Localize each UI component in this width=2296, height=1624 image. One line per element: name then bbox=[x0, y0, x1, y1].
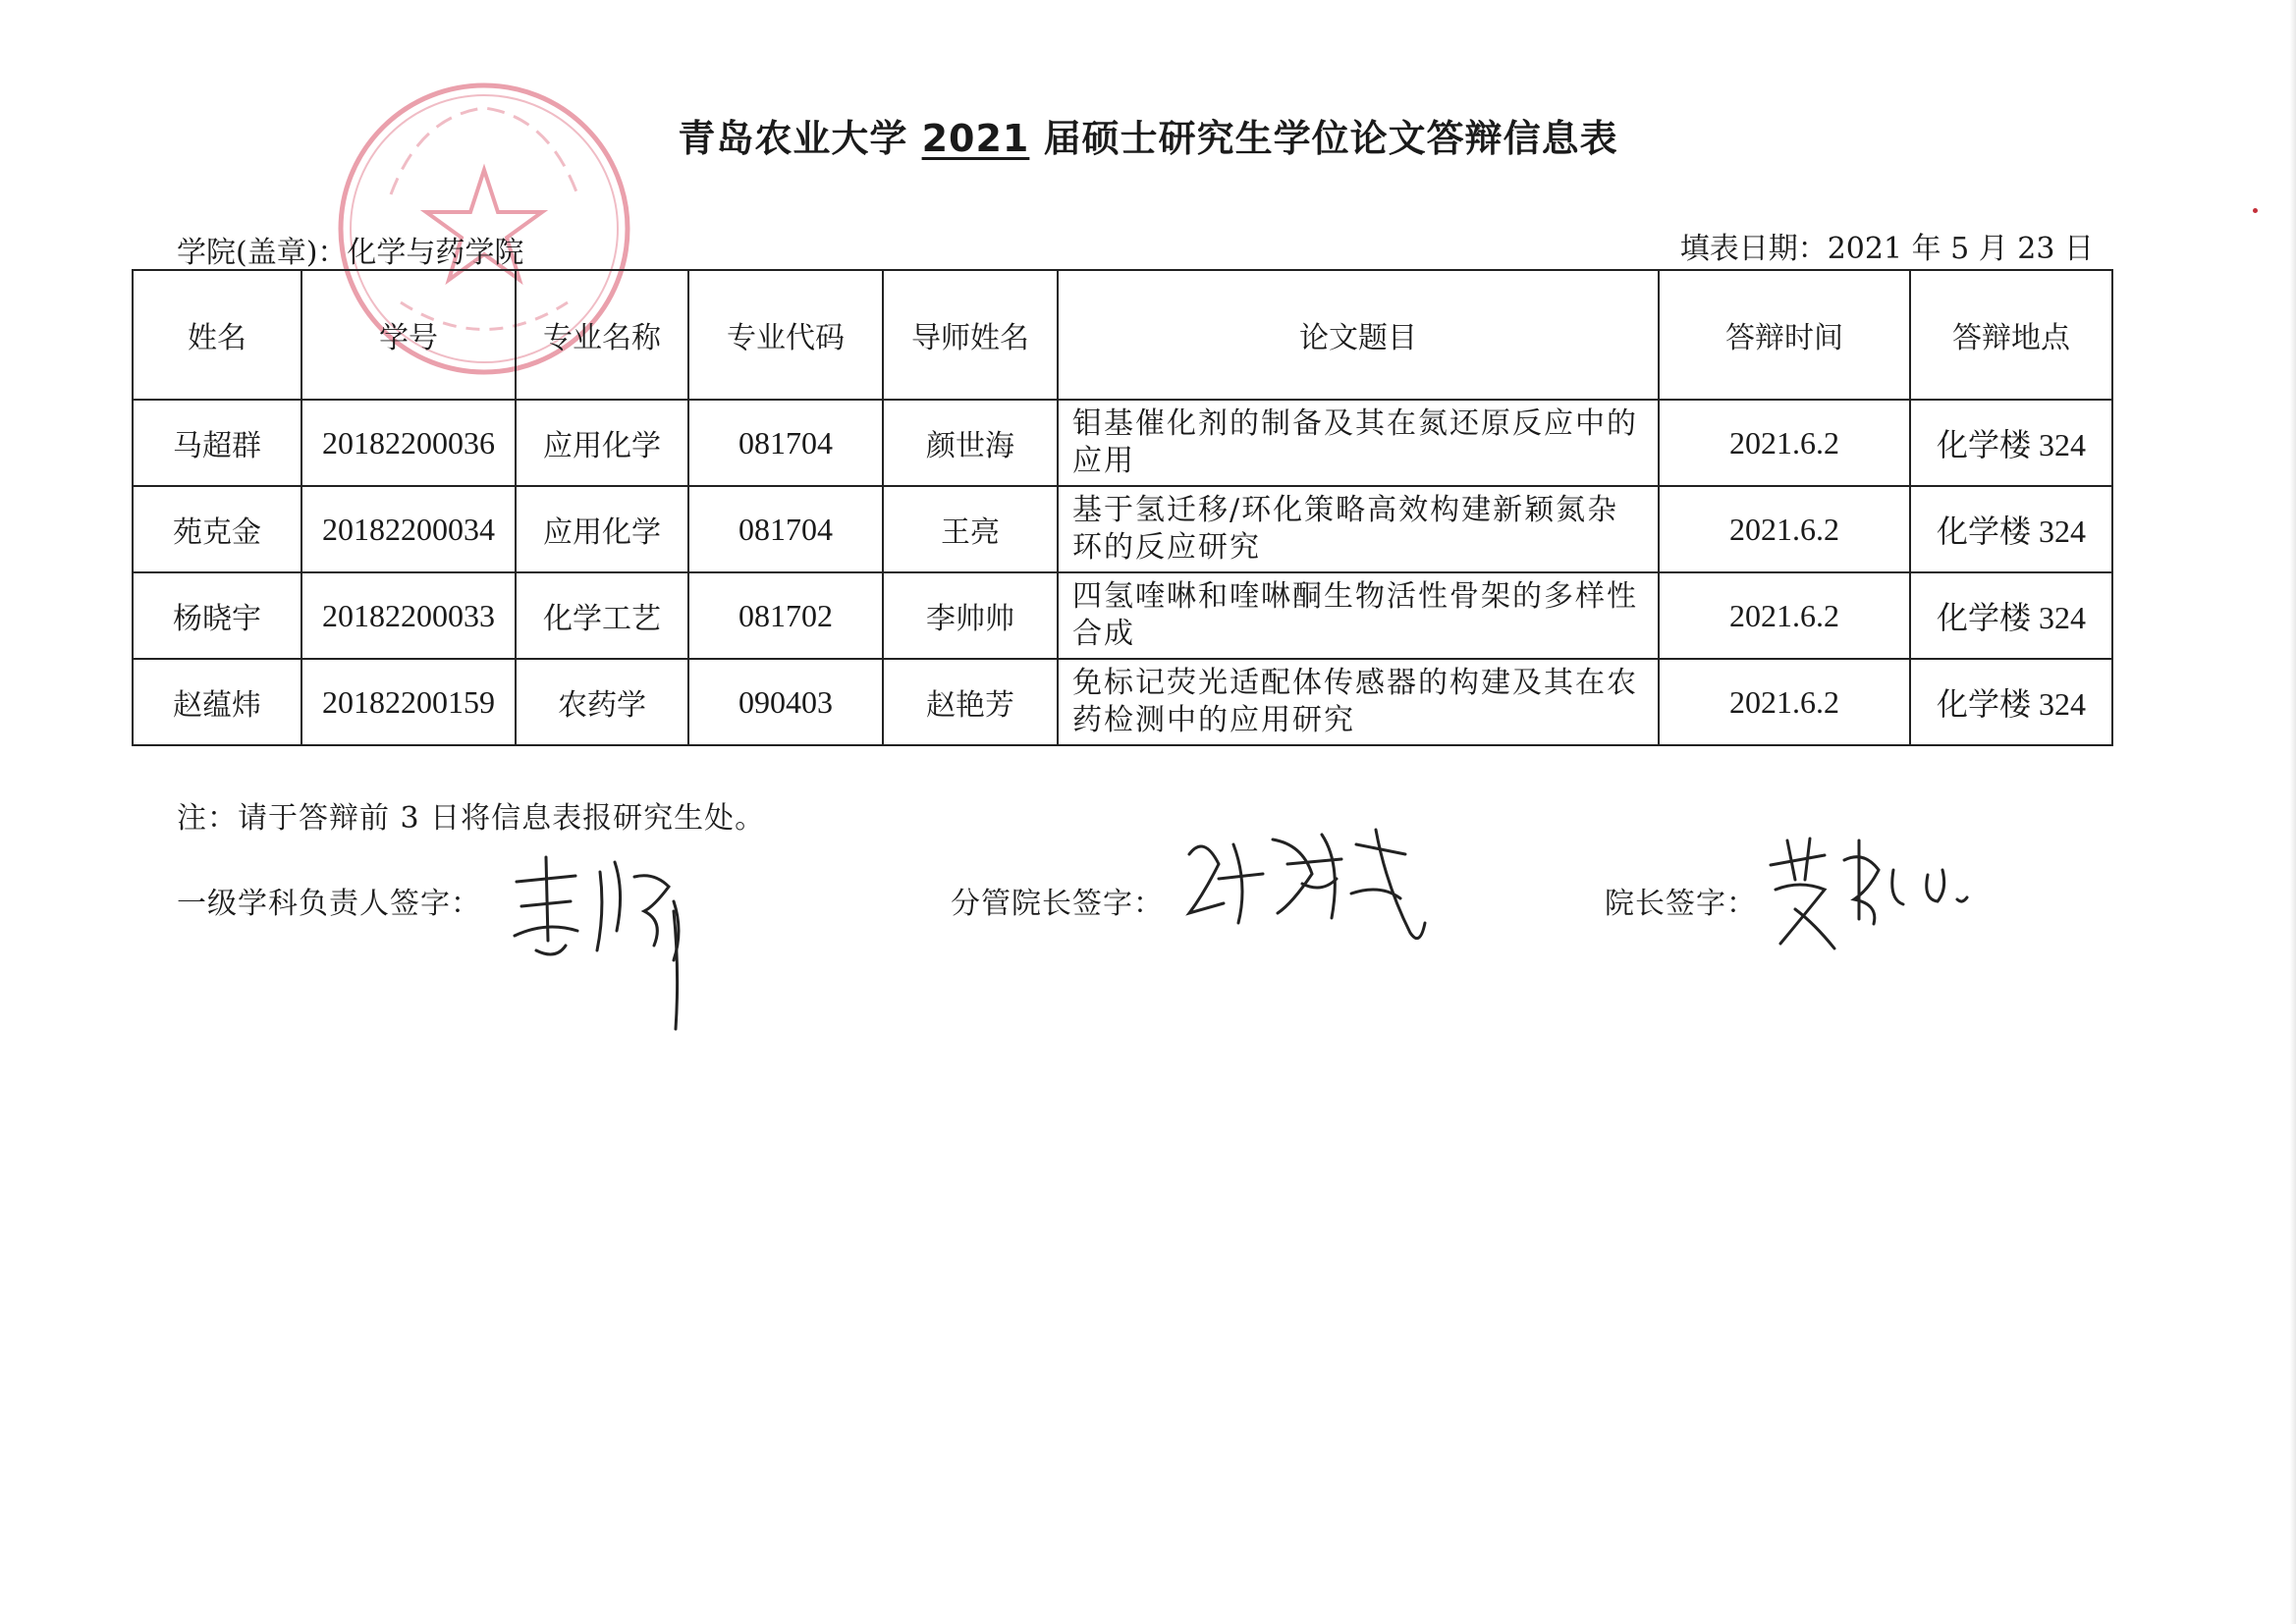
cell-major: 农药学 bbox=[516, 659, 688, 745]
discipline-head-sign-label: 一级学科负责人签字： bbox=[177, 887, 481, 921]
cell-name: 马超群 bbox=[133, 400, 301, 486]
header-thesis-title: 论文题目 bbox=[1058, 270, 1659, 400]
cell-student-id: 20182200033 bbox=[301, 572, 516, 659]
cell-advisor: 赵艳芳 bbox=[883, 659, 1058, 745]
table-row bbox=[133, 400, 2112, 486]
cell-advisor: 王亮 bbox=[883, 486, 1058, 572]
cell-major-code: 081702 bbox=[688, 572, 883, 659]
header-advisor: 导师姓名 bbox=[883, 270, 1058, 400]
page-title bbox=[0, 108, 2296, 162]
scan-edge bbox=[2290, 0, 2296, 1624]
table-row bbox=[133, 486, 2112, 572]
cell-name: 苑克金 bbox=[133, 486, 301, 572]
cell-major-code: 081704 bbox=[688, 400, 883, 486]
cell-major: 化学工艺 bbox=[516, 572, 688, 659]
fill-date: 填表日期：2021 年 5 月 23 日 bbox=[1679, 232, 2094, 266]
cell-name: 赵蕴炜 bbox=[133, 659, 301, 745]
title-prefix: 青岛农业大学 bbox=[678, 117, 922, 160]
cell-defense-place: 化学楼 324 bbox=[1910, 572, 2112, 659]
cell-defense-time: 2021.6.2 bbox=[1659, 572, 1910, 659]
college-label: 学院(盖章)：化学与药学院 bbox=[177, 236, 524, 270]
cell-defense-place: 化学楼 324 bbox=[1910, 659, 2112, 745]
table-row bbox=[133, 659, 2112, 745]
cell-thesis-title: 基于氢迁移/环化策略高效构建新颖氮杂环的反应研究 bbox=[1058, 486, 1659, 572]
header-defense-place: 答辩地点 bbox=[1910, 270, 2112, 400]
dean-signature bbox=[1766, 831, 1972, 958]
title-suffix: 届硕士研究生学位论文答辩信息表 bbox=[1029, 117, 1618, 160]
cell-major-code: 090403 bbox=[688, 659, 883, 745]
cell-student-id: 20182200034 bbox=[301, 486, 516, 572]
cell-student-id: 20182200036 bbox=[301, 400, 516, 486]
header-defense-time: 答辩时间 bbox=[1659, 270, 1910, 400]
dean-sign-label: 院长签字： bbox=[1605, 887, 1757, 921]
cell-defense-place: 化学楼 324 bbox=[1910, 486, 2112, 572]
submission-note: 注：请于答辩前 3 日将信息表报研究生处。 bbox=[177, 801, 766, 836]
table-row bbox=[133, 572, 2112, 659]
vice-dean-sign-label: 分管院长签字： bbox=[951, 887, 1164, 921]
header-student-id: 学号 bbox=[301, 270, 516, 400]
cell-defense-time: 2021.6.2 bbox=[1659, 486, 1910, 572]
cell-thesis-title: 四氢喹啉和喹啉酮生物活性骨架的多样性合成 bbox=[1058, 572, 1659, 659]
header-major: 专业名称 bbox=[516, 270, 688, 400]
cell-defense-time: 2021.6.2 bbox=[1659, 400, 1910, 486]
cell-student-id: 20182200159 bbox=[301, 659, 516, 745]
cell-advisor: 李帅帅 bbox=[883, 572, 1058, 659]
header-name: 姓名 bbox=[133, 270, 301, 400]
scan-mark bbox=[2253, 208, 2258, 213]
table-header-row bbox=[133, 270, 2112, 400]
cell-major: 应用化学 bbox=[516, 486, 688, 572]
cell-advisor: 颜世海 bbox=[883, 400, 1058, 486]
discipline-head-signature bbox=[507, 852, 703, 1039]
cell-thesis-title: 钼基催化剂的制备及其在氮还原反应中的应用 bbox=[1058, 400, 1659, 486]
title-year: 2021 bbox=[921, 117, 1030, 160]
cell-defense-place: 化学楼 324 bbox=[1910, 400, 2112, 486]
defense-info-table bbox=[132, 269, 2113, 746]
cell-thesis-title: 免标记荧光适配体传感器的构建及其在农药检测中的应用研究 bbox=[1058, 659, 1659, 745]
cell-defense-time: 2021.6.2 bbox=[1659, 659, 1910, 745]
cell-major: 应用化学 bbox=[516, 400, 688, 486]
cell-name: 杨晓宇 bbox=[133, 572, 301, 659]
vice-dean-signature bbox=[1175, 825, 1430, 962]
cell-major-code: 081704 bbox=[688, 486, 883, 572]
header-major-code: 专业代码 bbox=[688, 270, 883, 400]
